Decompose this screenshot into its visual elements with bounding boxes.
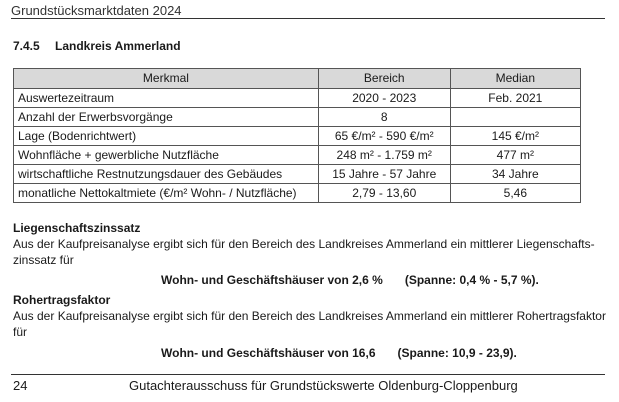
table-cell: 34 Jahre bbox=[450, 165, 580, 184]
section-title: Landkreis Ammerland bbox=[55, 39, 181, 53]
result-value: Wohn- und Geschäftshäuser von 16,6 bbox=[161, 346, 376, 360]
column-header-bereich: Bereich bbox=[318, 69, 450, 89]
table-cell: 145 €/m² bbox=[450, 127, 580, 146]
column-header-median: Median bbox=[450, 69, 580, 89]
table-cell: monatliche Nettokaltmiete (€/m² Wohn- / Nutzfläche) bbox=[14, 184, 319, 203]
paragraph-line: für bbox=[13, 324, 28, 339]
paragraph-line: Aus der Kaufpreisanalyse ergibt sich für den Bereich des Landkreises Ammerland ein mittlerer Rohertragsfaktor bbox=[13, 309, 606, 323]
running-footer: Gutachterausschuss für Grundstückswerte Oldenburg-Cloppenburg bbox=[129, 378, 518, 393]
paragraph-line: Aus der Kaufpreisanalyse ergibt sich für den Bereich des Landkreises Ammerland ein mittlerer Liegenschafts- bbox=[13, 237, 595, 251]
table-cell: Wohnfläche + gewerbliche Nutzfläche bbox=[14, 146, 319, 165]
footer-rule bbox=[11, 374, 605, 375]
liegenschaftszins-heading: Liegenschaftszinssatz bbox=[13, 221, 141, 235]
rohertrag-paragraph bbox=[13, 309, 611, 340]
market-data-table bbox=[13, 68, 581, 203]
column-header-merkmal: Merkmal bbox=[14, 69, 319, 89]
table-row bbox=[14, 146, 581, 165]
table-cell: 248 m² - 1.759 m² bbox=[318, 146, 450, 165]
table-cell: 477 m² bbox=[450, 146, 580, 165]
table-cell bbox=[450, 108, 580, 127]
table-cell: wirtschaftliche Restnutzungsdauer des Gebäudes bbox=[14, 165, 319, 184]
table-cell: 65 €/m² - 590 €/m² bbox=[318, 127, 450, 146]
running-header: Grundstücksmarktdaten 2024 bbox=[11, 3, 182, 18]
table-row bbox=[14, 165, 581, 184]
result-value: Wohn- und Geschäftshäuser von 2,6 % bbox=[161, 273, 383, 287]
section-number: 7.4.5 bbox=[13, 39, 40, 53]
liegenschaftszins-result bbox=[161, 273, 539, 287]
paragraph-line: zinssatz für bbox=[13, 252, 74, 267]
table-cell: Anzahl der Erwerbsvorgänge bbox=[14, 108, 319, 127]
table-row bbox=[14, 89, 581, 108]
table-cell: 15 Jahre - 57 Jahre bbox=[318, 165, 450, 184]
table-cell: 8 bbox=[318, 108, 450, 127]
result-range: (Spanne: 10,9 - 23,9). bbox=[397, 346, 517, 360]
table-row bbox=[14, 108, 581, 127]
table-cell: 5,46 bbox=[450, 184, 580, 203]
rohertrag-heading: Rohertragsfaktor bbox=[13, 293, 111, 307]
table-header-row bbox=[14, 69, 581, 89]
table-cell: Feb. 2021 bbox=[450, 89, 580, 108]
rohertrag-result bbox=[161, 346, 517, 360]
page-number: 24 bbox=[13, 378, 28, 393]
table-cell: Auswertezeitraum bbox=[14, 89, 319, 108]
result-range: (Spanne: 0,4 % - 5,7 %). bbox=[404, 273, 539, 287]
table-cell: 2,79 - 13,60 bbox=[318, 184, 450, 203]
table-cell: 2020 - 2023 bbox=[318, 89, 450, 108]
table-cell: Lage (Bodenrichtwert) bbox=[14, 127, 319, 146]
liegenschaftszins-paragraph bbox=[13, 237, 611, 268]
table-row bbox=[14, 184, 581, 203]
table-row bbox=[14, 127, 581, 146]
header-rule bbox=[11, 18, 605, 19]
section-heading bbox=[13, 39, 181, 53]
